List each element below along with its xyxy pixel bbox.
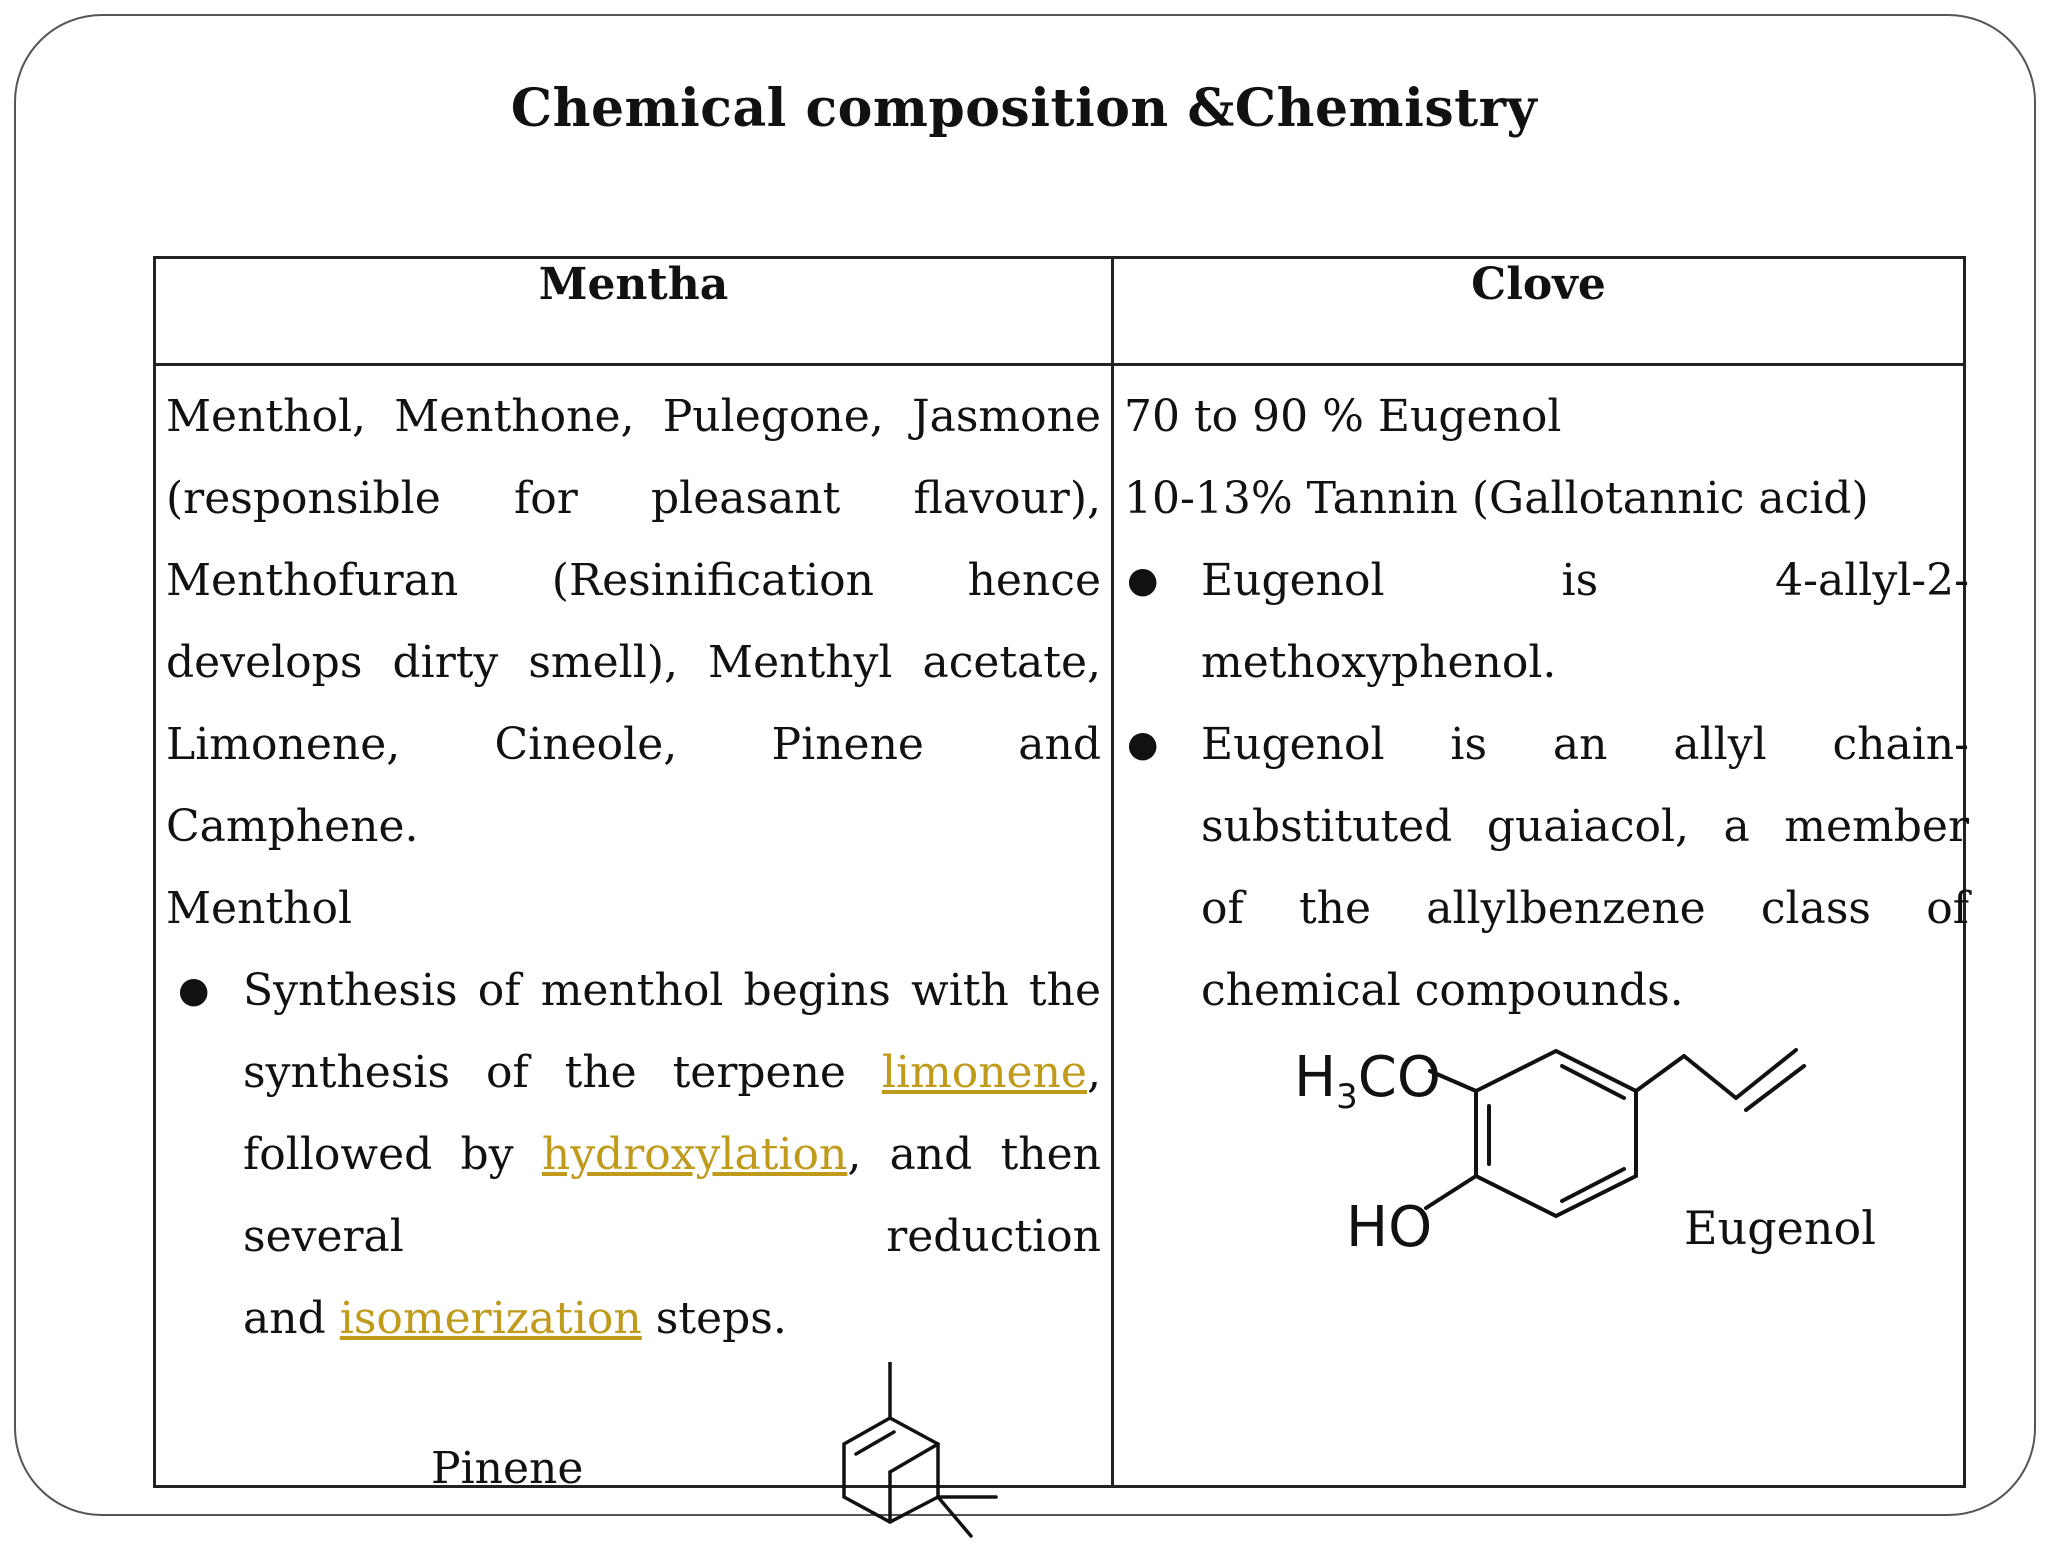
menthol-bullet xyxy=(166,950,1101,1360)
bullet-line xyxy=(166,1278,1101,1360)
clove-line: 10-13% Tannin (Gallotannic acid) xyxy=(1124,473,1869,524)
mentha-para-line: Menthol, Menthone, Pulegone, Jasmone xyxy=(166,391,1101,442)
isomerization-link[interactable]: isomerization xyxy=(339,1293,642,1344)
bullet-text: Eugenol is an allyl chain- xyxy=(1201,719,1969,770)
mentha-para-line: (responsible for pleasant flavour), xyxy=(166,473,1101,524)
clove-line: 70 to 90 % Eugenol xyxy=(1124,391,1562,442)
mentha-para-line: Limonene, Cineole, Pinene and xyxy=(166,719,1101,770)
h3co-label: $H_3CO$ xyxy=(1294,1045,1441,1117)
bullet-text: Synthesis of menthol begins with the xyxy=(243,965,1101,1016)
bullet-text: Eugenol is 4-allyl-2- xyxy=(1201,555,1969,606)
bullet-text: , xyxy=(1086,1047,1101,1098)
slide-title: Chemical composition &Chemistry xyxy=(510,78,1538,139)
mentha-cell xyxy=(155,365,1113,1494)
bullet-text: and xyxy=(243,1293,326,1344)
mentha-para-line: Camphene. xyxy=(166,801,419,852)
menthol-subheading: Menthol xyxy=(166,883,353,934)
bullet-text: followed by xyxy=(243,1129,514,1180)
bullet-text: reduction xyxy=(886,1211,1101,1262)
clove-cell xyxy=(1113,365,1969,1487)
header-clove: Clove xyxy=(1113,258,1965,365)
mentha-text xyxy=(166,376,1101,1360)
bullet-line: substituted guaiacol, a member xyxy=(1201,801,1969,852)
bullet-line xyxy=(166,1196,1101,1278)
bullet-text: synthesis of the terpene xyxy=(243,1047,846,1098)
bullet-text: steps. xyxy=(655,1293,787,1344)
bullet-line: of the allylbenzene class of xyxy=(1201,883,1969,934)
bullet-line xyxy=(166,950,1101,1032)
eugenol-structure-image xyxy=(1284,1026,1884,1326)
clove-text xyxy=(1124,376,1969,1032)
comparison-table xyxy=(153,256,1969,1494)
ho-label: HO xyxy=(1346,1195,1433,1260)
bullet-line: methoxyphenol. xyxy=(1201,637,1557,688)
bullet-line xyxy=(1127,704,1969,786)
header-mentha: Mentha xyxy=(155,258,1113,365)
clove-bullets xyxy=(1124,540,1969,1032)
eugenol-label: Eugenol xyxy=(1684,1201,1876,1255)
bullet-icon: ● xyxy=(1127,560,1159,601)
bullet-line xyxy=(1127,540,1969,622)
pinene-label: Pinene xyxy=(431,1443,584,1494)
pinene-structure-image xyxy=(836,1362,1036,1562)
bullet-text: several xyxy=(243,1211,404,1262)
hydroxylation-link[interactable]: hydroxylation xyxy=(541,1129,848,1180)
bullet-line xyxy=(166,1032,1101,1114)
mentha-para-line: Menthofuran (Resinification hence xyxy=(166,555,1101,606)
bullet-text: , and then xyxy=(847,1129,1101,1180)
bullet-icon: ● xyxy=(178,970,210,1011)
mentha-para-line: develops dirty smell), Menthyl acetate, xyxy=(166,637,1101,688)
table-body-row xyxy=(155,365,1965,1487)
bullet-icon: ● xyxy=(1127,724,1159,765)
bullet-line: chemical compounds. xyxy=(1201,965,1684,1016)
bullet-line xyxy=(166,1114,1101,1196)
table-header-row xyxy=(155,258,1965,365)
limonene-link[interactable]: limonene xyxy=(881,1047,1087,1098)
